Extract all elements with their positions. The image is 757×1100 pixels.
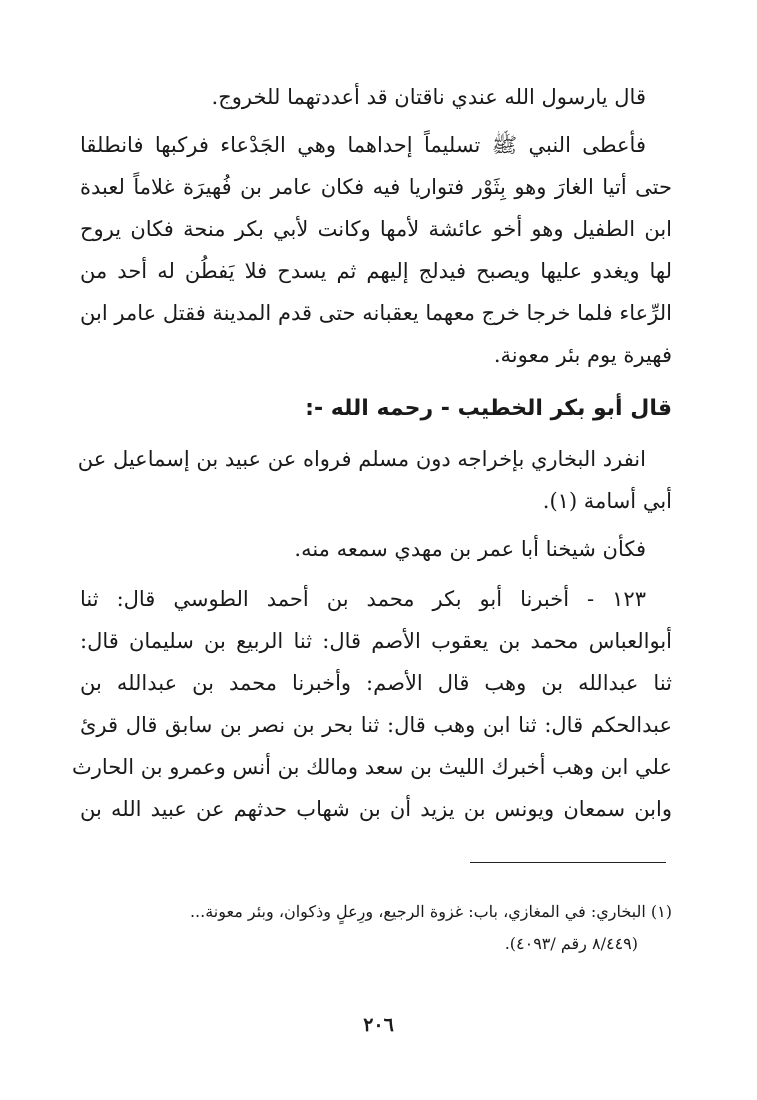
section-heading: قال أبو بكر الخطيب - رحمه الله -: <box>305 396 672 421</box>
text-line: فأعطى النبي ﷺ تسليماً إحداهما وهي الجَدْعاء فركبها فانطلقا <box>80 133 646 157</box>
paragraph-1 <box>80 76 672 118</box>
paragraph-2 <box>80 124 672 376</box>
text-line: حتى أتيا الغارَ وهو بِثَوْر فتواريا فيه فكان عامر بن فُهيرَة غلاماً لعبدة <box>80 175 672 199</box>
text-line: وابن سمعان ويونس بن يزيد أن بن شهاب حدثهم عن عبيد الله بن <box>80 797 672 821</box>
text-line: قال يارسول الله عندي ناقتان قد أعددتهما للخروج. <box>211 85 646 109</box>
text-line: ثنا عبدالله بن وهب قال الأصم: وأخبرنا محمد بن عبدالله بن <box>80 671 672 695</box>
footnote-separator <box>470 862 666 863</box>
text-line: ابن الطفيل وهو أخو عائشة لأمها وكانت لأبي بكر منحة فكان يروح <box>80 217 672 241</box>
paragraph-3 <box>77 438 672 522</box>
text-line: عبدالحكم قال: ثنا ابن وهب قال: ثنا بحر بن نصر بن سابق قال قرئ <box>80 713 672 737</box>
footnote-line: (٨/٤٤٩ رقم /٤٠٩٣). <box>504 934 638 953</box>
text-line: انفرد البخاري بإخراجه دون مسلم فرواه عن عبيد بن إسماعيل عن <box>77 447 646 471</box>
paragraph-5 <box>72 578 672 830</box>
text-line: علي ابن وهب أخبرك الليث بن سعد ومالك بن أنس وعمرو بن الحارث <box>72 755 672 779</box>
text-line: فكأن شيخنا أبا عمر بن مهدي سمعه منه. <box>294 537 646 561</box>
page-number: ٢٠٦ <box>363 1014 394 1036</box>
text-line: أبوالعباس محمد بن يعقوب الأصم قال: ثنا الربيع بن سليمان قال: <box>80 629 672 653</box>
footnote-line: (١) البخاري: في المغازي، باب: غزوة الرجيع، ورِعلٍ وذكوان، وبئر معونة... <box>189 902 672 921</box>
text-line: أبي أسامة (١). <box>542 489 672 513</box>
paragraph-4 <box>80 528 672 570</box>
text-line: فهيرة يوم بئر معونة. <box>493 343 672 367</box>
text-line: لها ويغدو عليها ويصبح فيدلج إليهم ثم يسدح فلا يَفطُن له أحد من <box>80 259 672 283</box>
text-line: الرِّعاء فلما خرجا خرج معهما يعقبانه حتى قدم المدينة فقتل عامر ابن <box>80 301 672 325</box>
section-heading-block <box>80 388 672 430</box>
footnotes <box>80 896 672 960</box>
text-line: ١٢٣ - أخبرنا أبو بكر محمد بن أحمد الطوسي قال: ثنا <box>80 587 646 611</box>
